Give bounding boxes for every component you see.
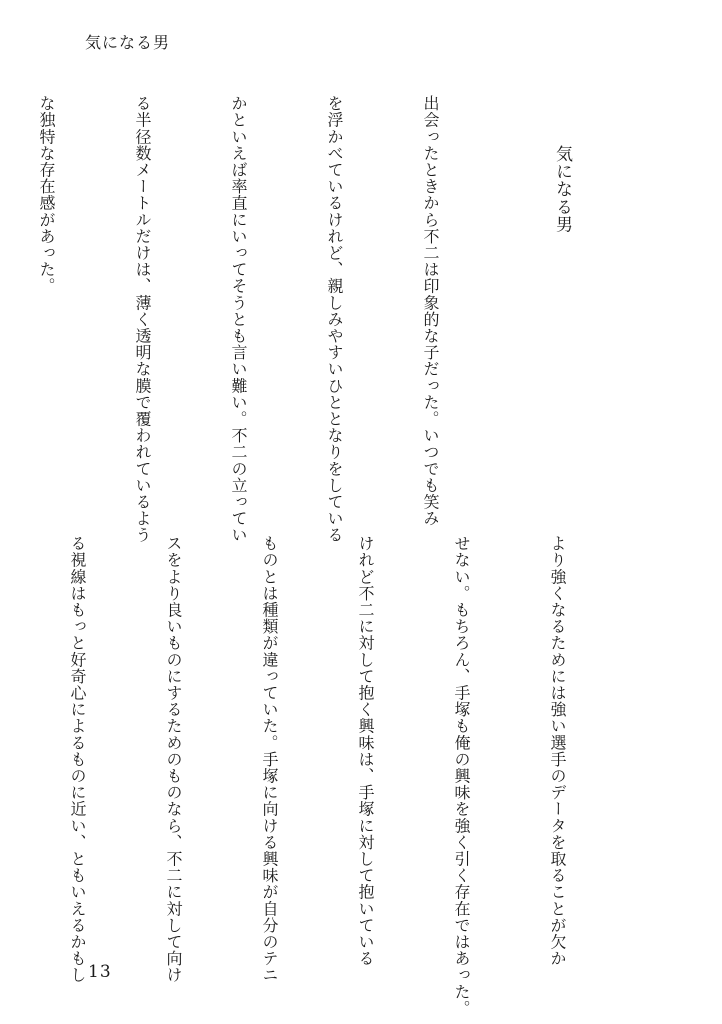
text-line: スをより良いものにするためのものなら、不二に対して向け [164,535,183,984]
text-line: けれど不二に対して抱く興味は、手塚に対して抱いている [356,535,375,967]
text-line: せない。もちろん、手塚も俺の興味を強く引く存在ではあった。 [452,535,471,1017]
running-head: 気になる男 [85,33,171,52]
text-line: ものとは種類が違っていた。手塚に向ける興味が自分のテニ [260,535,279,984]
text-line: な独特な存在感があった。 [37,95,56,295]
text-line: る半径数メートルだけは、薄く透明な膜で覆われているよう [133,95,152,544]
text-line: 出会ったときから不二は印象的な子だった。いつでも笑み [421,95,440,527]
upper-text-block [0,95,642,544]
text-line: る視線はもっと好奇心によるものに近い、ともいえるかもし [68,535,87,984]
page-number: 13 [88,962,112,982]
text-line: を浮かべているけれど、親しみやすいひととなりをしている [325,95,344,544]
chapter-title: 気になる男 [552,145,572,233]
text-line: かといえば率直にいってそうとも言い難い。不二の立ってい [229,95,248,544]
text-line: より強くなるためには強い選手のデータを取ることが欠か [548,535,567,967]
